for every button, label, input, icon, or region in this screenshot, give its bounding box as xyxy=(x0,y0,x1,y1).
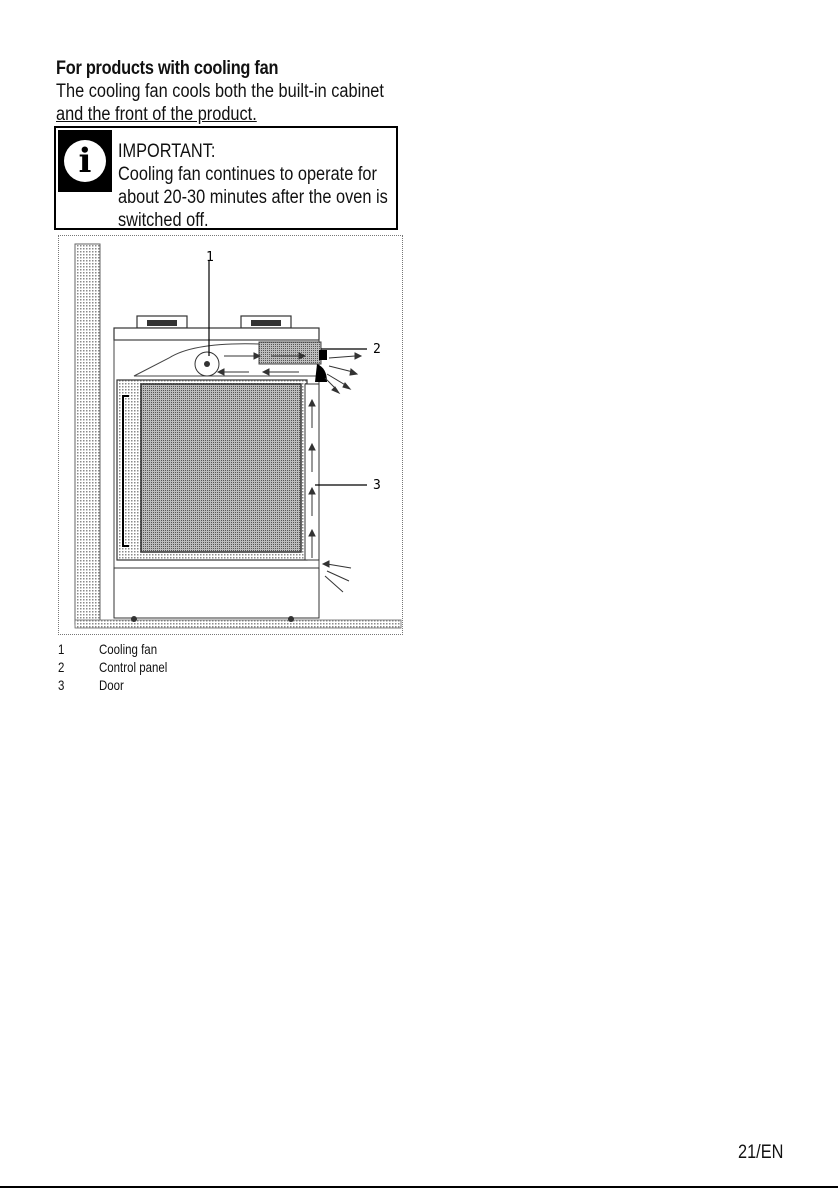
legend-label: Door xyxy=(99,677,124,693)
important-text xyxy=(118,140,388,232)
legend-number: 1 xyxy=(58,641,65,657)
legend-item xyxy=(58,640,167,658)
intro-line: and the front of the product. xyxy=(56,104,257,125)
hob-burner xyxy=(147,320,177,326)
bottom-drawer xyxy=(114,568,319,618)
legend-label: Control panel xyxy=(99,659,168,675)
footer-rule xyxy=(0,1186,838,1188)
control-panel-block xyxy=(259,342,321,364)
important-line: switched off. xyxy=(118,210,209,231)
info-icon-letter: i xyxy=(64,140,106,182)
control-panel-knob xyxy=(319,350,327,360)
foot xyxy=(288,616,294,622)
hob-burner xyxy=(251,320,281,326)
cooling-fan-hub xyxy=(204,361,210,367)
figure-legend xyxy=(58,640,167,694)
page-number: 21/EN xyxy=(738,1142,784,1163)
intro-line: The cooling fan cools both the built-in cabinet xyxy=(56,81,384,102)
legend-number: 3 xyxy=(58,677,65,693)
section-heading: For products with cooling fan xyxy=(56,58,279,79)
info-icon xyxy=(58,130,112,192)
callout-label: 2 xyxy=(373,342,381,357)
foot xyxy=(131,616,137,622)
important-notice xyxy=(54,126,398,230)
legend-number: 2 xyxy=(58,659,65,675)
intro-paragraph xyxy=(56,80,383,126)
legend-label: Cooling fan xyxy=(99,641,158,657)
cabinet-wall xyxy=(75,244,100,624)
oven-diagram-svg xyxy=(59,236,402,634)
callout-label: 3 xyxy=(373,478,381,493)
oven-inner xyxy=(141,384,301,552)
cabinet-floor xyxy=(75,620,401,628)
oven-airflow-diagram xyxy=(58,235,403,635)
important-title: IMPORTANT: xyxy=(118,141,216,162)
legend-item xyxy=(58,676,167,694)
worktop xyxy=(114,328,319,340)
legend-item xyxy=(58,658,167,676)
important-line: about 20-30 minutes after the oven is xyxy=(118,187,388,208)
callout-label: 1 xyxy=(206,250,214,265)
control-panel-front xyxy=(315,364,327,382)
important-line: Cooling fan continues to operate for xyxy=(118,164,377,185)
